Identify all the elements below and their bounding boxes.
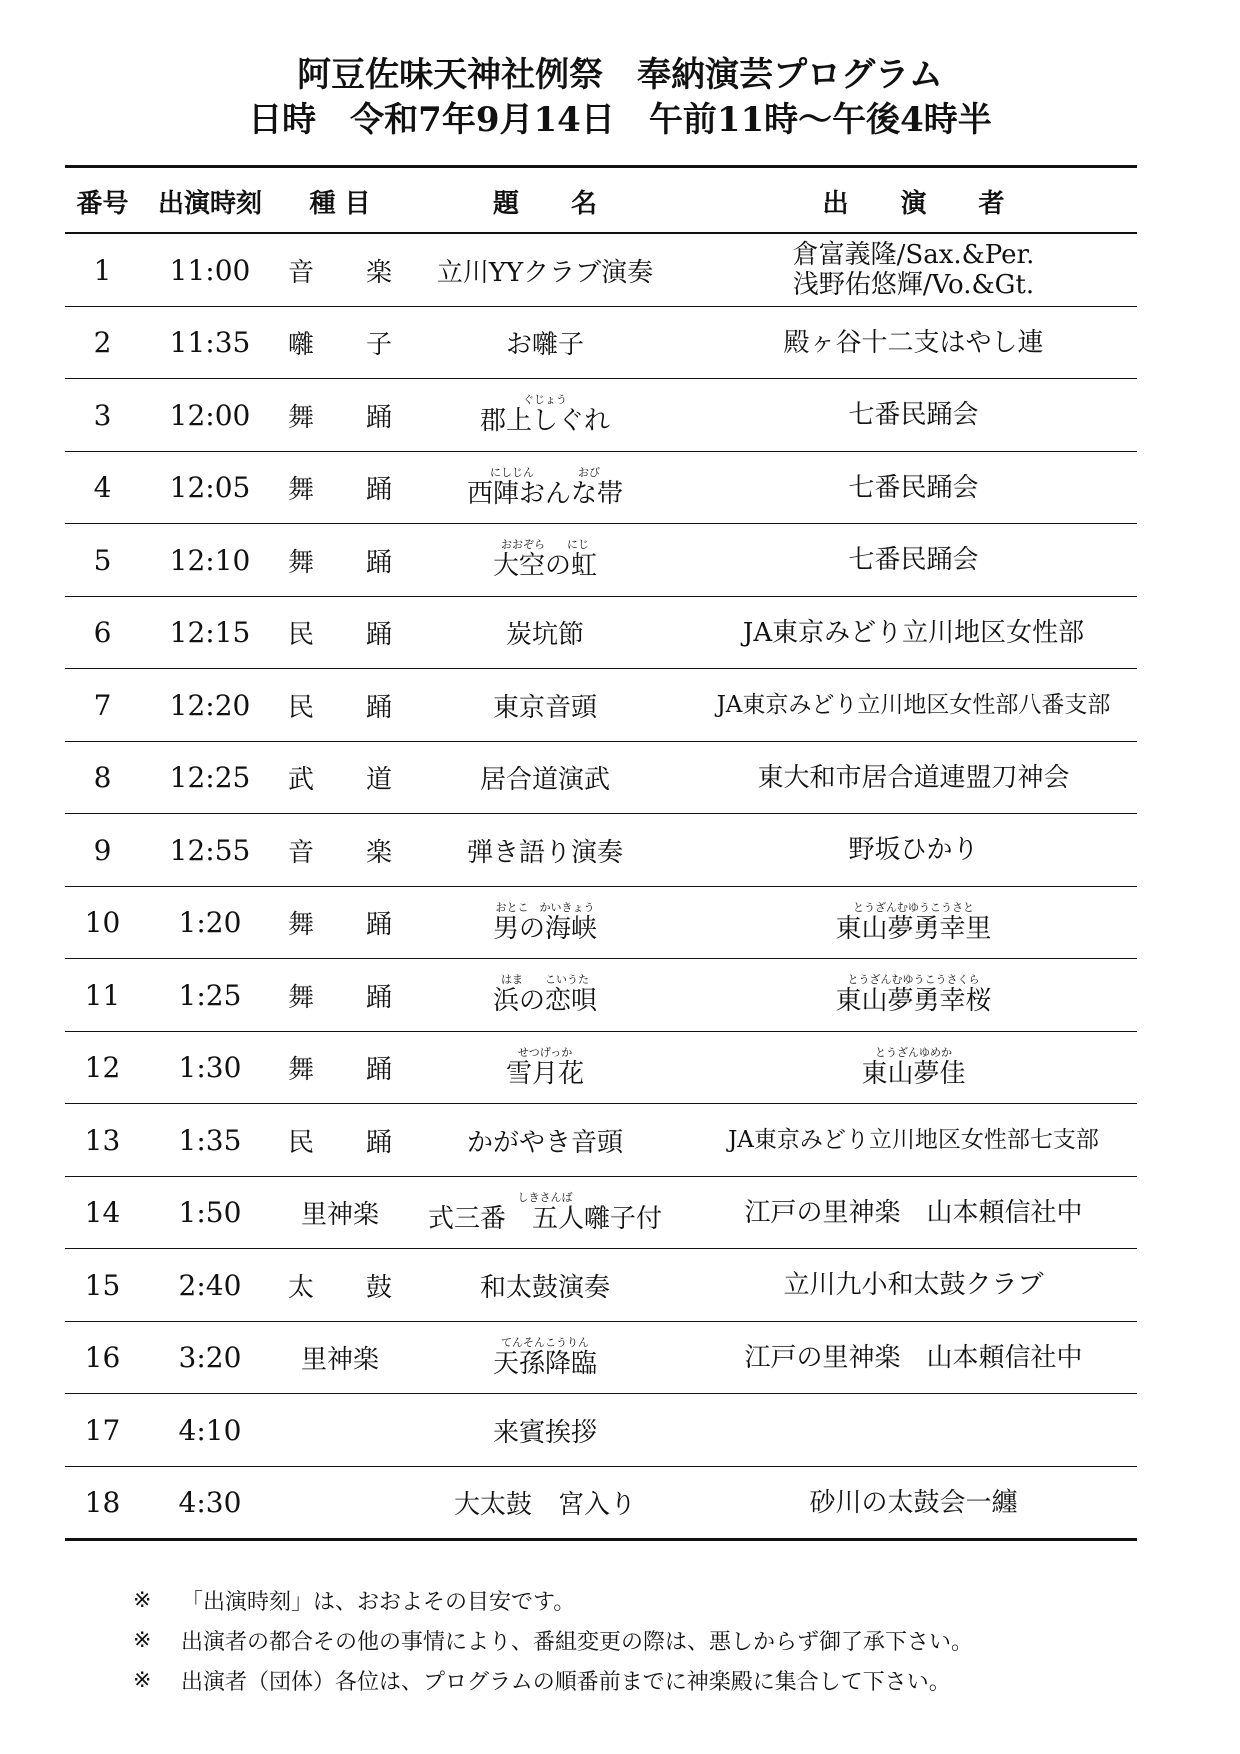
note-text: 出演者（団体）各位は、プログラムの順番前までに神楽殿に集合して下さい。: [181, 1669, 951, 1695]
row-number: 12: [84, 1051, 121, 1085]
note-item: [133, 1620, 973, 1660]
row-performer: [690, 452, 1137, 525]
performer-text: 砂川の太鼓会一纏: [809, 1487, 1018, 1518]
note-mark: ※: [133, 1667, 152, 1693]
row-title: [400, 234, 690, 307]
row-title: [400, 524, 690, 597]
row-time: 1:50: [178, 1196, 242, 1230]
row-time: 4:30: [178, 1486, 242, 1520]
performer-block: [728, 1125, 1099, 1155]
performer-ruby: とうざんむゆうこうさと: [852, 900, 974, 914]
row-title: [400, 379, 690, 452]
row-title: [400, 887, 690, 960]
row-title: [400, 1249, 690, 1322]
row-number: 9: [93, 833, 112, 867]
row-performer: [690, 1394, 1137, 1467]
performer-text: 東山夢勇幸里: [835, 913, 992, 944]
title-ruby: ぐじょう: [522, 393, 567, 407]
row-performer: [690, 1177, 1137, 1250]
row-category: 舞 踊: [287, 910, 392, 941]
row-title: [400, 1394, 690, 1467]
title-ruby: せつげっか: [517, 1045, 573, 1059]
row-category: 舞 踊: [287, 475, 392, 506]
title-text: 式三番 五人囃子付: [427, 1203, 662, 1234]
row-time: 1:25: [178, 978, 242, 1012]
performer-block: [835, 902, 991, 944]
row-category: 民 踊: [287, 1127, 392, 1158]
row-performer: [690, 234, 1137, 307]
note-mark: ※: [133, 1587, 152, 1613]
row-number: 1: [93, 253, 112, 287]
performer-block: [861, 1047, 965, 1089]
row-category: 舞 踊: [287, 1055, 392, 1086]
performer-block: [848, 545, 978, 575]
row-number: 16: [84, 1341, 121, 1375]
row-title: [400, 1032, 690, 1105]
row-title: [400, 1177, 690, 1250]
row-time: 12:55: [169, 833, 251, 867]
program-title: 阿豆佐味天神社例祭 奉納演芸プログラム: [297, 55, 943, 95]
performer-block: [848, 473, 978, 503]
note-mark: ※: [133, 1627, 152, 1653]
row-time: 12:00: [169, 398, 251, 432]
row-performer: [690, 524, 1137, 597]
row-number: 14: [84, 1196, 121, 1230]
row-number: 8: [93, 761, 112, 795]
performer-text: 江戸の里神楽 山本頼信社中: [744, 1342, 1083, 1373]
performer-text: 七番民踊会: [848, 400, 979, 431]
row-title: [400, 1322, 690, 1395]
title-text: 郡上しぐれ: [479, 406, 610, 437]
row-title: [400, 452, 690, 525]
row-performer: [690, 597, 1137, 670]
performer-text: 倉富義隆/Sax.&Per.: [792, 240, 1035, 271]
row-performer: [690, 814, 1137, 887]
note-text: 「出演時刻」は、おおよその目安です。: [181, 1589, 576, 1615]
performer-text: JA東京みどり立川地区女性部七支部: [728, 1127, 1099, 1154]
performer-block: [783, 328, 1043, 358]
row-number: 10: [84, 906, 121, 940]
row-category: 舞 踊: [287, 402, 392, 433]
title-text: 弾き語り演奏: [466, 837, 623, 868]
header-number: 番号: [76, 188, 129, 219]
row-category: [280, 1467, 400, 1540]
row-performer: [690, 307, 1137, 380]
row-number: 4: [93, 471, 112, 505]
header-category: 種 目: [309, 188, 371, 219]
title-ruby: おおぞら にじ: [500, 538, 589, 552]
row-category: 民 踊: [287, 692, 392, 723]
row-time: 11:35: [169, 326, 251, 360]
row-time: 12:10: [169, 543, 251, 577]
row-category: 太 鼓: [287, 1272, 392, 1303]
header-performer: 出 演 者: [822, 188, 1005, 219]
performer-text: 東山夢勇幸桜: [835, 986, 992, 1017]
performer-text: JA東京みどり立川地区女性部八番支部: [716, 692, 1111, 719]
row-title: [400, 742, 690, 815]
program-datetime: 日時 令和7年9月14日 午前11時～午後4時半: [248, 100, 992, 140]
performer-text: JA東京みどり立川地区女性部: [742, 617, 1085, 648]
title-with-ruby: [428, 1192, 662, 1234]
title-with-ruby: [467, 467, 623, 509]
row-title: [400, 959, 690, 1032]
title-ruby: おとこ かいきょう: [495, 900, 595, 914]
title-text: 大空の虹: [492, 551, 597, 582]
title-ruby: はま こいうた: [500, 973, 589, 987]
title-text: 大太鼓 宮入り: [453, 1490, 636, 1521]
note-item: [133, 1580, 973, 1620]
row-performer: [690, 887, 1137, 960]
row-category: 音 楽: [287, 837, 392, 868]
performer-block: [757, 763, 1069, 793]
performer-text: 江戸の里神楽 山本頼信社中: [744, 1197, 1083, 1228]
row-number: 11: [84, 978, 121, 1012]
row-number: 17: [84, 1413, 121, 1447]
performer-text: 立川九小和太鼓クラブ: [783, 1270, 1044, 1301]
title-text: 和太鼓演奏: [479, 1272, 610, 1303]
row-time: 4:10: [178, 1413, 242, 1447]
performer-block: [809, 1488, 1017, 1518]
title-with-ruby: [480, 394, 610, 436]
row-number: 7: [93, 688, 112, 722]
row-time: 11:00: [169, 253, 251, 287]
row-time: 12:15: [169, 616, 251, 650]
row-title: [400, 814, 690, 887]
row-number: 3: [93, 398, 112, 432]
performer-text: 七番民踊会: [848, 545, 979, 576]
header-title: 題 名: [492, 188, 597, 219]
row-category: 音 楽: [287, 257, 392, 288]
performer-ruby: とうざんむゆうこうさくら: [847, 973, 980, 987]
performer-text: 七番民踊会: [848, 472, 979, 503]
title-text: 男の海峡: [492, 913, 597, 944]
note-item: [133, 1660, 973, 1700]
performer-ruby: とうざんゆめか: [874, 1045, 952, 1059]
title-text: 東京音頭: [492, 692, 597, 723]
title-text: 天孫降臨: [492, 1348, 597, 1379]
title-with-ruby: [506, 1047, 584, 1089]
title-with-ruby: [493, 974, 597, 1016]
row-number: 15: [84, 1268, 121, 1302]
performer-text-line2: 浅野佑悠輝/Vo.&Gt.: [792, 270, 1035, 301]
title-text: かがやき音頭: [466, 1127, 623, 1158]
row-number: 6: [93, 616, 112, 650]
row-number: 5: [93, 543, 112, 577]
row-performer: [690, 1322, 1137, 1395]
header-time: 出演時刻: [157, 188, 262, 219]
row-time: 12:25: [169, 761, 251, 795]
row-category: 舞 踊: [287, 547, 392, 578]
row-category: 舞 踊: [287, 982, 392, 1013]
row-title: [400, 597, 690, 670]
title-text: 浜の恋唄: [492, 986, 597, 1017]
row-performer: [690, 1249, 1137, 1322]
row-category: 武 道: [287, 765, 392, 796]
performer-block: [783, 1270, 1043, 1300]
title-text: 来賓挨拶: [492, 1417, 597, 1448]
performer-text: 東大和市居合道連盟刀神会: [757, 762, 1070, 793]
row-performer: [690, 1032, 1137, 1105]
title-text: 炭坑節: [505, 620, 584, 651]
row-category: 里神楽: [300, 1345, 379, 1376]
row-title: [400, 669, 690, 742]
performer-block: [717, 690, 1111, 720]
performer-text: 殿ヶ谷十二支はやし連: [783, 327, 1044, 358]
row-performer: [690, 1104, 1137, 1177]
row-performer: [690, 669, 1137, 742]
row-performer: [690, 959, 1137, 1032]
title-text: お囃子: [505, 330, 584, 361]
row-category: [280, 1394, 400, 1467]
performer-block: [793, 240, 1035, 300]
title-with-ruby: [493, 902, 597, 944]
performer-block: [835, 974, 991, 1016]
title-text: 西陣おんな帯: [466, 478, 623, 509]
row-category: 里神楽: [300, 1200, 379, 1231]
row-time: 1:20: [178, 906, 242, 940]
title-text: 雪月花: [505, 1058, 584, 1089]
performer-text: 野坂ひかり: [848, 835, 979, 866]
notes-section: [133, 1580, 973, 1700]
row-time: 2:40: [178, 1268, 242, 1302]
row-time: 1:30: [178, 1051, 242, 1085]
title-text: 立川YYクラブ演奏: [436, 257, 654, 288]
row-number: 18: [84, 1486, 121, 1520]
row-performer: [690, 742, 1137, 815]
row-number: 13: [84, 1123, 121, 1157]
title-with-ruby: [493, 539, 597, 581]
row-number: 2: [93, 326, 112, 360]
performer-block: [744, 1343, 1082, 1373]
row-time: 12:20: [169, 688, 251, 722]
row-title: [400, 1467, 690, 1540]
performer-block: [744, 1198, 1082, 1228]
note-text: 出演者の都合その他の事情により、番組変更の際は、悪しからず御了承下さい。: [181, 1629, 974, 1655]
row-performer: [690, 379, 1137, 452]
row-performer: [690, 1467, 1137, 1540]
row-title: [400, 307, 690, 380]
row-time: 3:20: [178, 1341, 242, 1375]
row-category: 民 踊: [287, 620, 392, 651]
row-category: 囃 子: [287, 330, 392, 361]
performer-block: [848, 835, 978, 865]
row-time: 1:35: [178, 1123, 242, 1157]
title-ruby: てんそんこうりん: [500, 1335, 589, 1349]
table-rule: [65, 1538, 1137, 1541]
performer-text: 東山夢佳: [861, 1058, 966, 1089]
performer-block: [743, 618, 1084, 648]
title-text: 居合道演武: [479, 765, 610, 796]
row-title: [400, 1104, 690, 1177]
title-ruby: にしじん おび: [489, 465, 600, 479]
title-ruby: しきさんば: [517, 1190, 573, 1204]
title-with-ruby: [493, 1337, 597, 1379]
performer-block: [848, 400, 978, 430]
row-time: 12:05: [169, 471, 251, 505]
